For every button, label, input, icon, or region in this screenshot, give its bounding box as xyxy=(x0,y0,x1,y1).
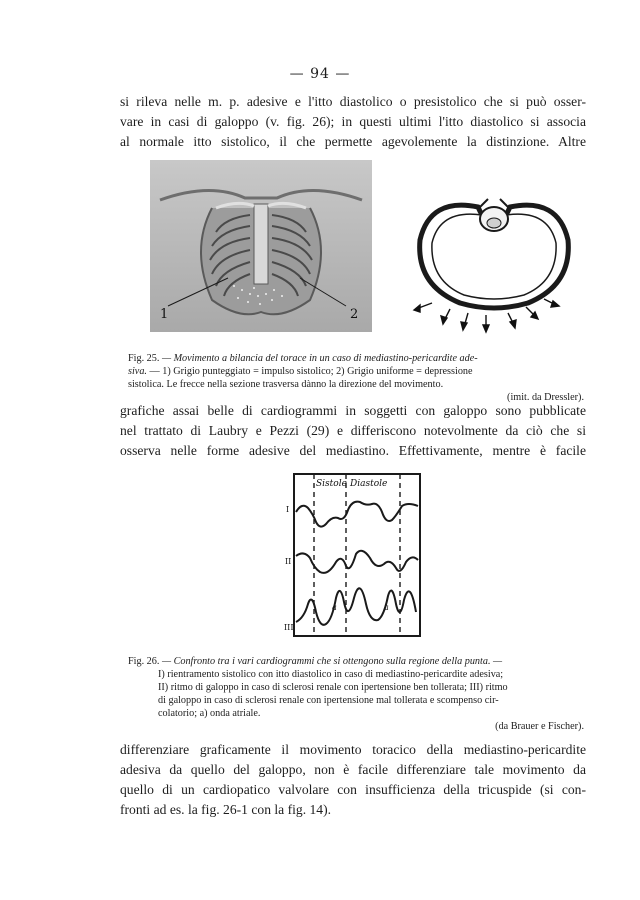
header-diastole: Diastole xyxy=(350,479,388,489)
figure-25-chest-photo xyxy=(150,160,372,332)
page-number: — 94 — xyxy=(289,66,351,82)
text-line: vare in casi di galoppo (v. fig. 26); in questi ultimi l'itto diastolico si associa xyxy=(120,114,586,129)
caption-title: — Movimento a bilancia del torace in un caso di mediastino-pericardite ade- xyxy=(161,353,478,364)
row-label-3: III xyxy=(284,623,294,632)
paragraph-1 xyxy=(120,92,586,152)
text-line: osserva nelle forme adesive del mediastino. Effettivamente, mentre è facile xyxy=(120,443,586,458)
header-systole: Sistole xyxy=(316,479,347,489)
caption-text: II) ritmo di galoppo in caso di sclerosi renale con ipertensione ben tollerata; III) ritmo xyxy=(158,682,508,693)
text-line: nel trattato di Laubry e Pezzi (29) e differiscono notevolmente da ciò che si xyxy=(120,423,586,438)
caption-text: sistolica. Le frecce nella sezione trasversa dànno la direzione del movimento. xyxy=(128,379,444,390)
text-line: differenziare graficamente il movimento toracico della mediastino-pericardite xyxy=(120,742,586,757)
figure-26-caption xyxy=(128,655,584,733)
movement-arrows xyxy=(414,299,559,332)
caption-title-end: siva. xyxy=(128,366,147,377)
caption-text: I) rientramento sistolico con itto diastolico in caso di mediastino-pericardite adesiva; xyxy=(158,669,504,680)
text-line: quello di un cardiopatico valvolare con insufficienza della tricuspide (si con- xyxy=(120,782,586,797)
text-line: al normale itto sistolico, il che permette agevolemente la distinzione. Altre xyxy=(120,134,586,149)
sternum xyxy=(254,204,268,284)
caption-text: — 1) Grigio punteggiato = impulso sistolico; 2) Grigio uniforme = depressione xyxy=(146,366,473,377)
row-label-2: II xyxy=(285,557,292,566)
figure-label-2: 2 xyxy=(350,307,359,322)
figure-26-cardiograms xyxy=(286,472,422,638)
caption-credit: (imit. da Dressler). xyxy=(507,392,584,403)
paragraph-2 xyxy=(120,401,586,461)
text-line: fronti ad es. la fig. 26-1 con la fig. 14). xyxy=(120,802,332,817)
text-line: grafiche assai belle di cardiogrammi in soggetti con galoppo sono pubblicate xyxy=(120,403,586,418)
figure-25-caption xyxy=(128,352,584,404)
figure-label-1: 1 xyxy=(160,307,169,322)
text-line: adesiva da quello del galoppo, non è facile differenziare tale movimento da xyxy=(120,762,586,777)
spinous-process xyxy=(480,199,508,207)
atrial-wave-label: a xyxy=(384,603,389,612)
text-line: si rileva nelle m. p. adesive e l'itto diastolico o presistolico che si può osser- xyxy=(120,94,586,109)
caption-credit: (da Brauer e Fischer). xyxy=(495,721,584,732)
figure-25-cross-section xyxy=(410,185,578,335)
row-label-1: I xyxy=(286,505,290,514)
caption-prefix: Fig. 25. xyxy=(128,353,160,364)
caption-title: — Confronto tra i vari cardiogrammi che si ottengono sulla regione della punta. — xyxy=(161,656,503,667)
caption-prefix: Fig. 26. xyxy=(128,656,160,667)
atrial-wave-label: a xyxy=(332,603,337,612)
caption-text: di galoppo in caso di sclerosi renale con ipertensione mal tollerata e scompenso cir- xyxy=(158,695,499,706)
paragraph-3 xyxy=(120,740,586,820)
vertebral-body xyxy=(487,218,501,228)
caption-text: colatorio; a) onda atriale. xyxy=(158,708,261,719)
